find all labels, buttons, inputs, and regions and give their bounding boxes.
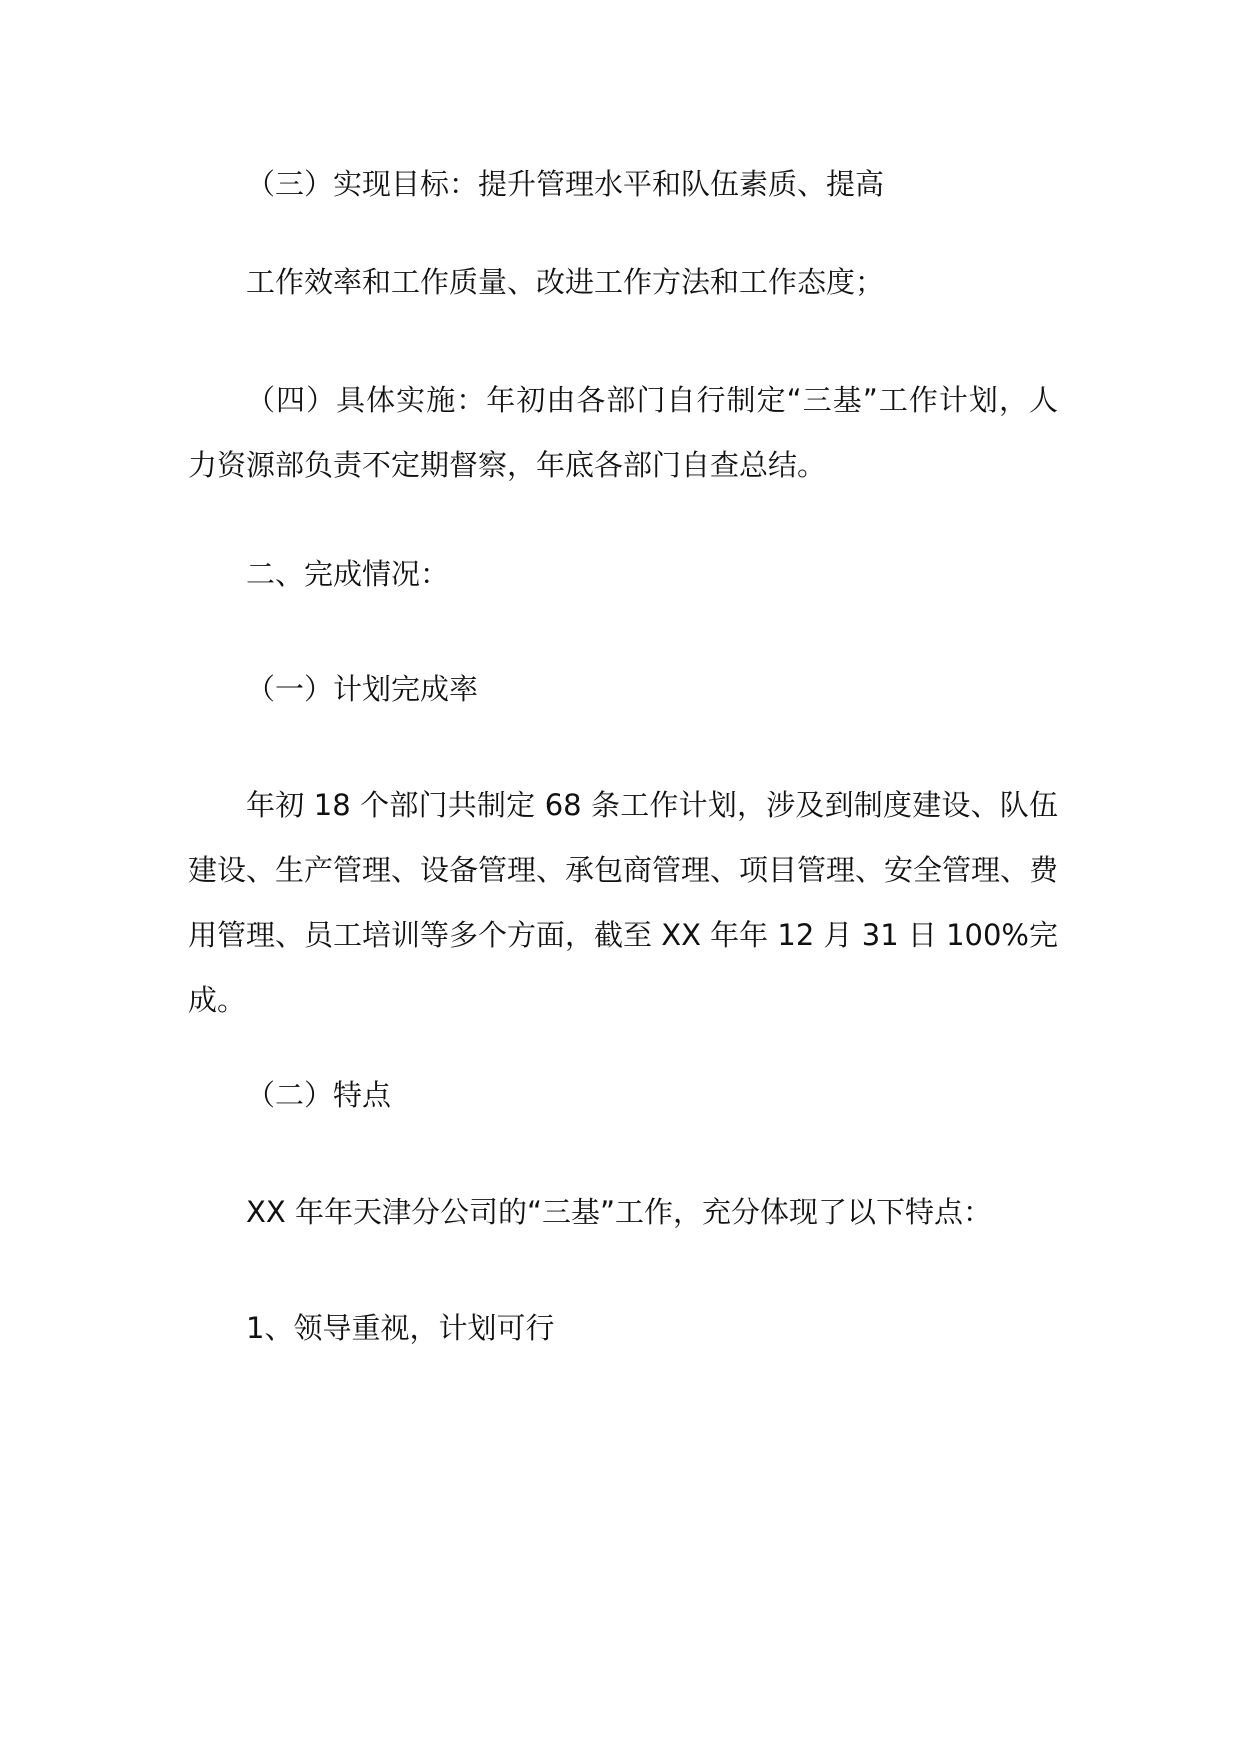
paragraph-completion-rate: 年初 18 个部门共制定 68 条工作计划，涉及到制度建设、队伍建设、生产管理、设备管理、承包商管理、项目管理、安全管理、费用管理、员工培训等多个方面，截至 XX 年年 12 月 31 日 100%完成。	[188, 788, 1059, 1017]
paragraph-implementation: （四）具体实施：年初由各部门自行制定“三基”工作计划，人力资源部负责不定期督察，年底各部门自查总结。	[188, 383, 1058, 482]
section-heading-completion: 二、完成情况：	[246, 557, 450, 591]
paragraph-goal-continued: 工作效率和工作质量、改进工作方法和工作态度；	[246, 265, 885, 299]
subheading-features: （二）特点	[246, 1078, 392, 1112]
paragraph-goal: （三）实现目标：提升管理水平和队伍素质、提高	[246, 167, 885, 201]
paragraph-features-intro: XX 年年天津分公司的“三基”工作，充分体现了以下特点：	[246, 1195, 993, 1229]
list-item-leadership: 1、领导重视，计划可行	[246, 1311, 555, 1345]
subheading-completion-rate: （一）计划完成率	[246, 672, 479, 706]
